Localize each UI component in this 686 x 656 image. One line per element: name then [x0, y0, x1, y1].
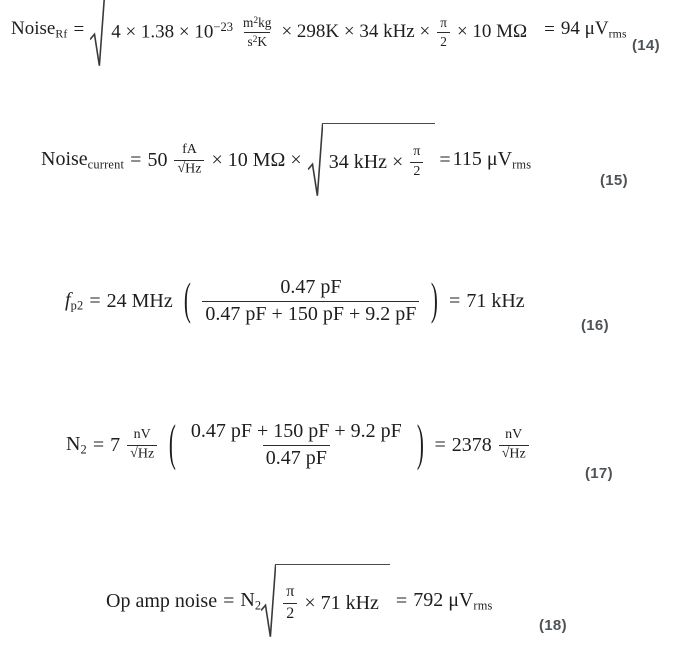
- eq14-mid-terms: × 298K × 34 kHz ×: [281, 21, 431, 43]
- eq17-units2-denominator: [499, 445, 529, 464]
- radical-icon: [90, 0, 105, 68]
- eq15-radicand: [322, 123, 436, 198]
- eq15-result-subscript: rms: [512, 157, 532, 172]
- eq14-coefficient: [111, 20, 233, 44]
- eq15-units-numerator: fA: [182, 141, 197, 157]
- eq17-units-fraction-1: [127, 427, 157, 463]
- eq15-mid-terms: × 10 MΩ ×: [211, 148, 302, 171]
- eq18-pi-denominator: 2: [283, 603, 297, 624]
- eq17-lhs-subscript: 2: [80, 442, 87, 457]
- equation-15-number: (15): [600, 172, 628, 189]
- eq14-units-den-sym: s: [247, 33, 253, 49]
- eq18-pi-fraction: [283, 583, 297, 624]
- eq18-pi-numerator: π: [286, 582, 295, 600]
- eq17-units-fraction-2: [499, 427, 529, 463]
- equation-15: [38, 130, 532, 190]
- eq17-units2-den-text: Hz: [509, 446, 526, 462]
- eq16-equals: =: [89, 289, 101, 312]
- eq14-units-num-tail: kg: [258, 14, 272, 30]
- eq17-right-paren: ): [416, 415, 424, 472]
- eq14-radicand: [104, 0, 538, 68]
- eq15-units-den-text: Hz: [185, 161, 202, 177]
- eq17-units1-denominator: [127, 445, 157, 464]
- eq16-lhs: [65, 288, 83, 314]
- eq18-equals: =: [223, 589, 235, 612]
- eq14-equals: =: [73, 19, 85, 41]
- eq15-lhs-base: Noise: [41, 148, 88, 171]
- eq14-tail-term: × 10 MΩ: [456, 21, 528, 43]
- eq16-equals-2: =: [449, 289, 461, 312]
- equation-17-number: (17): [585, 465, 613, 482]
- eq14-pi-numerator: π: [440, 14, 447, 30]
- eq16-frac-denominator: 0.47 pF + 150 pF + 9.2 pF: [202, 301, 419, 327]
- eq15-units-fraction: [174, 142, 204, 178]
- eq14-result-subscript: rms: [608, 27, 627, 41]
- eq15-equals: =: [130, 148, 142, 171]
- eq18-equals-2: =: [395, 589, 408, 612]
- eq17-left-paren: (: [168, 415, 176, 472]
- eq18-sqrt-tail: × 71 kHz: [304, 591, 379, 614]
- eq14-lhs-base: Noise: [11, 18, 56, 40]
- eq18-result-value: 792 μV: [413, 589, 474, 612]
- eq18-lhs: Op amp noise: [106, 589, 218, 612]
- small-radical-icon: √: [177, 160, 186, 176]
- small-radical-icon: √: [130, 445, 138, 461]
- eq15-units-denominator: [174, 160, 204, 179]
- equation-14: [8, 1, 630, 59]
- eq14-units-fraction: [240, 15, 274, 49]
- eq14-units-den-tail: K: [257, 33, 268, 49]
- eq17-units2-numerator: nV: [505, 426, 523, 442]
- eq18-n-subscript: 2: [254, 598, 262, 613]
- eq14-coef-mantissa: 4 × 1.38 × 10: [111, 21, 214, 43]
- equation-16: [62, 265, 528, 337]
- eq17-units1-den-text: Hz: [137, 446, 155, 462]
- eq15-lhs: [41, 147, 124, 173]
- eq14-units-numerator: [240, 15, 274, 32]
- eq15-result: [453, 147, 532, 173]
- small-radical-icon: √: [501, 445, 510, 461]
- eq14-result: [561, 17, 627, 42]
- eq18-result: [413, 588, 492, 614]
- eq14-result-value: 94 μV: [560, 18, 609, 40]
- eq14-equals-2: =: [544, 19, 555, 41]
- eq15-square-root: [308, 123, 436, 198]
- eq18-radicand: [275, 564, 390, 639]
- eq17-capacitance-fraction: [188, 420, 405, 470]
- eq15-pi-denominator: 2: [410, 162, 423, 181]
- eq16-lhs-subscript: p2: [70, 298, 84, 313]
- eq16-result: 71 kHz: [466, 289, 525, 312]
- eq16-lhs-base: f: [65, 289, 71, 312]
- eq18-result-subscript: rms: [473, 598, 493, 613]
- eq17-equals: =: [92, 433, 105, 456]
- eq17-frac-numerator: 0.47 pF + 150 pF + 9.2 pF: [190, 419, 402, 442]
- eq17-result: 2378: [451, 433, 492, 456]
- eq17-equals-2: =: [434, 433, 446, 456]
- eq14-units-den-sup: 2: [252, 33, 258, 45]
- eq14-pi-fraction: [437, 15, 450, 49]
- eq16-left-paren: (: [183, 274, 191, 326]
- eq16-frac-numerator: 0.47 pF: [280, 275, 342, 298]
- eq15-sqrt-pre: 34 kHz ×: [328, 150, 404, 173]
- eq15-lhs-subscript: current: [87, 157, 125, 172]
- eq18-n-base: N: [240, 589, 255, 612]
- eq14-lhs-subscript: Rf: [55, 27, 68, 41]
- eq15-result-value: 115 μV: [452, 148, 513, 171]
- eq17-coefficient: 7: [110, 433, 121, 456]
- eq16-capacitance-fraction: [202, 276, 419, 326]
- eq15-pi-numerator: π: [413, 143, 421, 159]
- eq14-square-root: [90, 0, 538, 68]
- eq18-square-root: [261, 564, 390, 639]
- eq14-units-num-sup: 2: [253, 14, 259, 26]
- eq14-coef-exponent: −23: [213, 19, 234, 34]
- eq17-lhs: [66, 432, 87, 458]
- radical-icon: [308, 123, 323, 198]
- equation-18-number: (18): [539, 617, 567, 634]
- equation-14-number: (14): [632, 37, 660, 54]
- equation-16-number: (16): [581, 317, 609, 334]
- eq14-units-num-sym: m: [243, 14, 254, 30]
- eq17-lhs-base: N: [66, 433, 81, 456]
- eq14-pi-denominator: 2: [437, 32, 450, 50]
- eq17-frac-denominator: 0.47 pF: [263, 445, 330, 471]
- equation-17: [63, 407, 533, 483]
- eq15-pi-fraction: [410, 144, 423, 180]
- eq16-coefficient: 24 MHz: [106, 289, 173, 312]
- eq14-units-denominator: [244, 32, 270, 50]
- eq15-equals-2: =: [439, 148, 451, 171]
- eq17-units1-numerator: nV: [133, 426, 151, 442]
- eq18-n2: [240, 588, 261, 614]
- eq15-coefficient: 50: [147, 148, 168, 171]
- eq16-right-paren: ): [431, 274, 439, 326]
- radical-icon: [261, 564, 276, 639]
- eq14-lhs: [11, 17, 68, 42]
- equation-18: [103, 565, 496, 637]
